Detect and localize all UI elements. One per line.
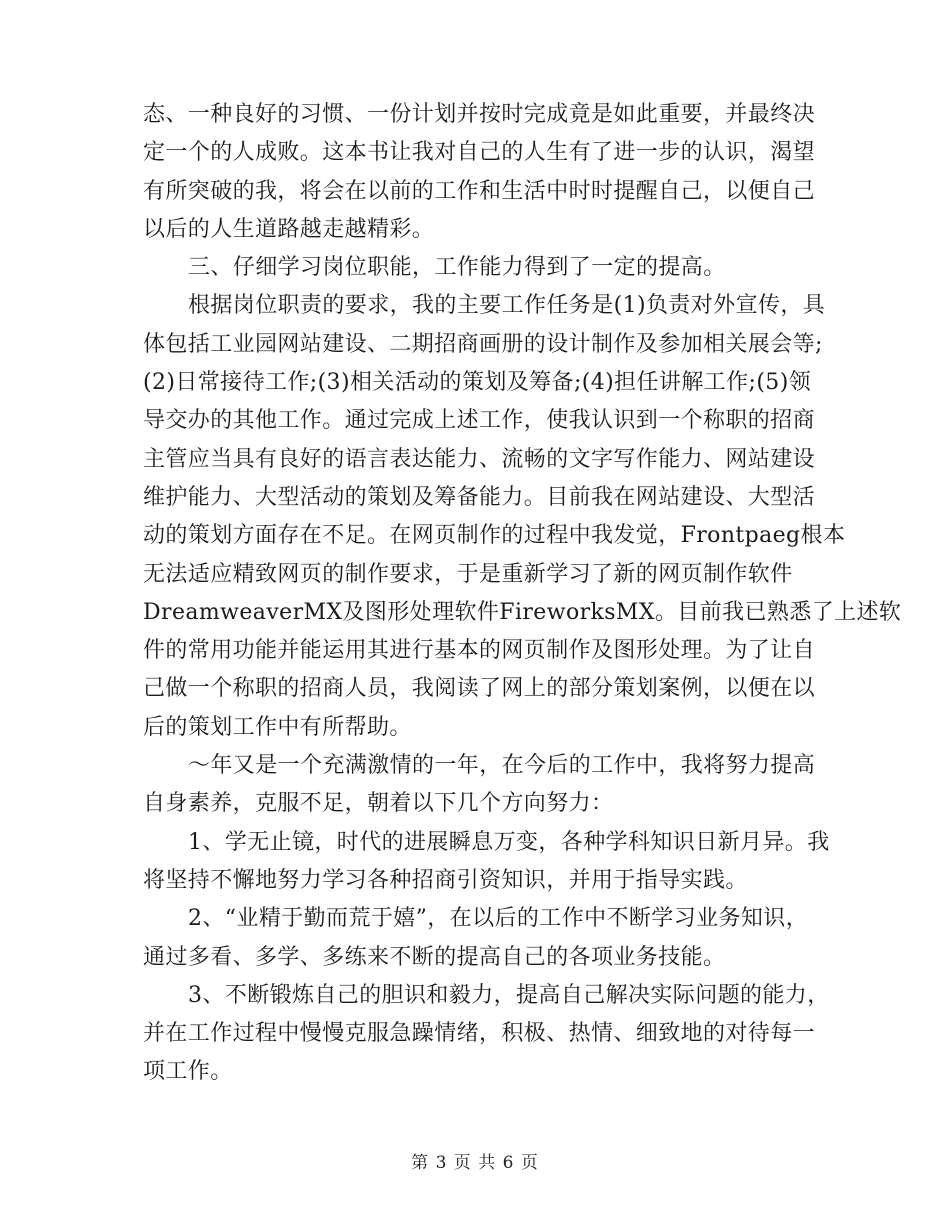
text-line: 项工作。: [143, 1059, 233, 1085]
text-line: 件的常用功能并能运用其进行基本的网页制作及图形处理。为了让自: [143, 638, 816, 664]
text-line: 维护能力、大型活动的策划及筹备能力。目前我在网站建设、大型活: [143, 484, 816, 510]
text-line: 态、一种良好的习惯、一份计划并按时完成竟是如此重要，并最终决: [143, 102, 816, 127]
list-item-2: 2、“业精于勤而荒于嬉”，在以后的工作中不断学习业务知识，: [188, 906, 809, 932]
text-line: 后的策划工作中有所帮助。: [143, 714, 412, 740]
text-line: 将坚持不懈地努力学习各种招商引资知识，并用于指导实践。: [143, 867, 748, 893]
text-line: (2)日常接待工作;(3)相关活动的策划及筹备;(4)担任讲解工作;(5)领: [143, 370, 812, 396]
text-line: 定一个的人成败。这本书让我对自己的人生有了进一步的认识，渴望: [143, 140, 816, 166]
section-heading: 三、仔细学习岗位职能，工作能力得到了一定的提高。: [188, 255, 726, 281]
text-line: 导交办的其他工作。通过完成上述工作，使我认识到一个称职的招商: [143, 408, 816, 434]
list-item-3: 3、不断锻炼自己的胆识和毅力，提高自己解决实际问题的能力，: [188, 982, 830, 1008]
text-line: 通过多看、多学、多练来不断的提高自己的各项业务技能。: [143, 944, 726, 970]
text-line: DreamweaverMX及图形处理软件FireworksMX。目前我已熟悉了上述软: [143, 599, 902, 625]
page-number-footer: 第 3 页 共 6 页: [411, 1153, 539, 1173]
text-line: 己做一个称职的招商人员，我阅读了网上的部分策划案例，以便在以: [143, 676, 816, 702]
text-line: 主管应当具有良好的语言表达能力、流畅的文字写作能力、网站建设: [143, 446, 816, 472]
text-line: 无法适应精致网页的制作要求，于是重新学习了新的网页制作软件: [143, 561, 793, 587]
text-line: 根据岗位职责的要求，我的主要工作任务是(1)负责对外宣传，具: [188, 293, 826, 319]
text-line: 并在工作过程中慢慢克服急躁情绪，积极、热情、细致地的对待每一: [143, 1021, 816, 1047]
text-line: 自身素养，克服不足，朝着以下几个方向努力：: [143, 791, 614, 817]
text-line: 体包括工业园网站建设、二期招商画册的设计制作及参加相关展会等;: [143, 331, 823, 357]
text-line: 以后的人生道路越走越精彩。: [143, 216, 435, 242]
text-line: 动的策划方面存在不足。在网页制作的过程中我发觉，Frontpaeg根本: [143, 523, 846, 549]
text-line: ～年又是一个充满激情的一年，在今后的工作中，我将努力提高: [188, 753, 816, 779]
list-item-1: 1、学无止镜，时代的进展瞬息万变，各种学科知识日新月异。我: [188, 829, 830, 855]
body-text: [143, 96, 902, 1092]
text-line: 有所突破的我，将会在以前的工作和生活中时时提醒自己，以便自己: [143, 178, 816, 204]
